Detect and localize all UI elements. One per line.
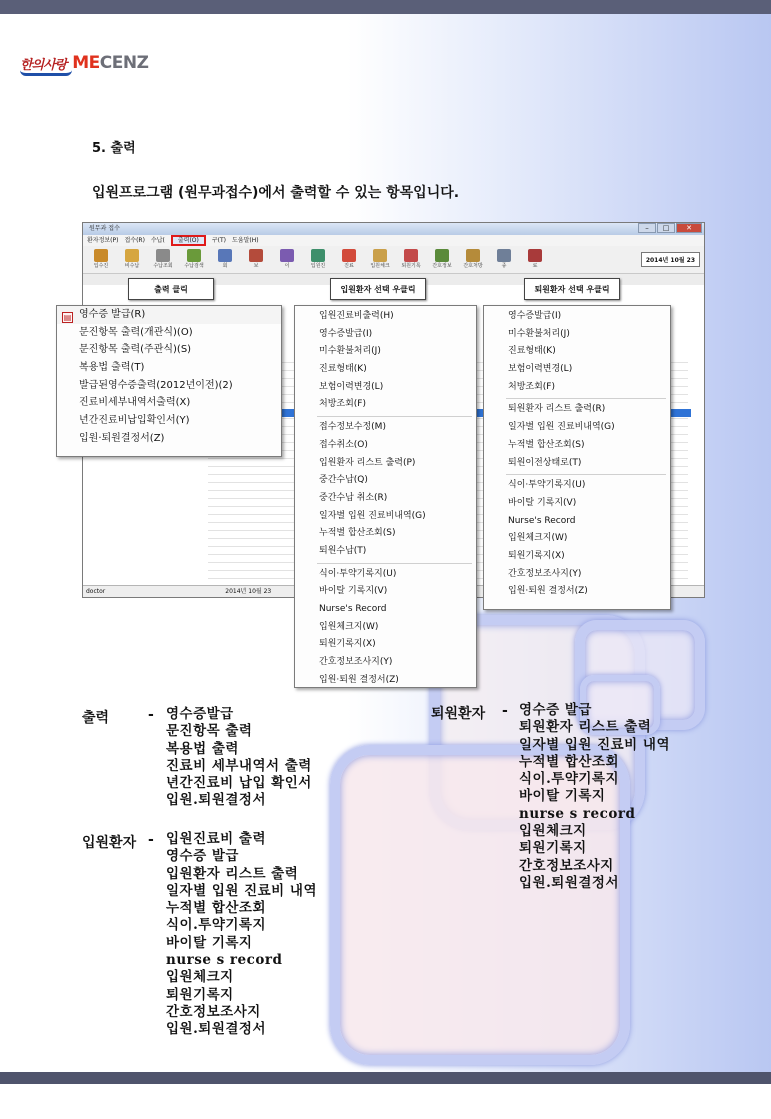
menu-item[interactable]: 중간수납(Q): [319, 475, 368, 486]
discharged-dash: -: [502, 703, 508, 719]
logo-brand: MECENZ: [72, 53, 149, 73]
output-label: 출력: [82, 710, 110, 726]
status-user: doctor: [86, 588, 106, 595]
menu-item[interactable]: 입원체크지(W): [508, 533, 568, 544]
menu-output[interactable]: 출력(O): [171, 235, 206, 246]
app-menubar: [83, 235, 704, 246]
list-item: 입원.퇴원결정서: [519, 874, 619, 891]
menu-item[interactable]: 입원·퇴원 결정서(Z): [319, 674, 399, 685]
list-item: 입원.퇴원결정서: [166, 792, 266, 809]
list-item: 년간진료비 납입 확인서: [166, 775, 312, 792]
menu-item[interactable]: 문진항목 출력(주관식)(S): [79, 344, 192, 356]
menu-item[interactable]: Nurse's Record: [319, 604, 387, 614]
menu-payment[interactable]: 수납(: [150, 237, 165, 244]
menu-item[interactable]: 간호정보조사지(Y): [319, 657, 393, 668]
list-item: nurse s record: [166, 952, 283, 969]
toolbar-button[interactable]: 입수진: [89, 249, 113, 271]
menu-item[interactable]: 입원·퇴원결정서(Z): [79, 432, 165, 444]
toolbar-button[interactable]: 간호처방: [461, 249, 485, 271]
list-item: 간호정보조사지: [166, 1003, 261, 1020]
menu-item[interactable]: 일자별 입원 진료비내역(G): [508, 422, 615, 433]
output-menu: [56, 305, 282, 457]
inpatient-context-menu: [294, 305, 477, 688]
list-item: 바이탈 기록지: [519, 788, 606, 805]
list-item: 입원.퇴원결정서: [166, 1021, 266, 1038]
toolbar-button[interactable]: 간호정보: [430, 249, 454, 271]
menu-item[interactable]: 처방조회(F): [319, 399, 366, 410]
menu-item[interactable]: 퇴원수납(T): [319, 545, 367, 556]
toolbar-button[interactable]: 수납조회: [151, 249, 175, 271]
callout-output-click: 출력 클릭: [128, 278, 214, 300]
inpatient-label: 입원환자: [82, 835, 137, 851]
menu-item[interactable]: 식이·투약기록지(U): [319, 568, 397, 579]
list-item: 입원체크지: [166, 969, 234, 986]
menu-item[interactable]: 영수증 발급(R): [57, 306, 281, 324]
list-item: 영수증 발급: [166, 848, 239, 865]
menu-item[interactable]: 보험이력변경(L): [508, 364, 573, 375]
list-item: 영수증 발급: [519, 702, 592, 718]
menu-item[interactable]: 입원체크지(W): [319, 621, 379, 632]
app-title: 원무과 접수: [89, 225, 120, 232]
menu-item[interactable]: 입원환자 리스트 출력(P): [319, 457, 416, 468]
list-item: 간호정보조사지: [519, 857, 614, 874]
list-item: 영수증발급: [166, 706, 234, 722]
logo: [20, 48, 148, 78]
menu-patient[interactable]: 환자정보(P): [87, 237, 119, 244]
logo-swoosh-icon: [20, 70, 72, 76]
date-display: 2014년 10월 23: [641, 252, 700, 267]
toolbar-button[interactable]: 진료: [337, 249, 361, 271]
menu-item[interactable]: 진료형태(K): [508, 346, 556, 357]
list-item: 누적별 합산조회: [166, 900, 266, 917]
discharged-context-menu: [483, 305, 671, 610]
callout-inpatient: 입원환자 선택 우클릭: [330, 278, 426, 300]
menu-item[interactable]: 바이탈 기록지(V): [319, 586, 388, 597]
top-bar: [0, 0, 771, 14]
app-toolbar: [83, 246, 704, 274]
list-item: 진료비 세부내역서 출력: [166, 757, 312, 774]
toolbar-button[interactable]: 보: [244, 249, 268, 271]
list-item: 일자별 입원 진료비 내역: [166, 882, 318, 899]
toolbar-button[interactable]: 입원체크: [368, 249, 392, 271]
toolbar-button[interactable]: 이: [275, 249, 299, 271]
menu-item[interactable]: 중간수납 취소(R): [319, 492, 388, 503]
discharged-list: [519, 702, 670, 892]
list-item: 입원체크지: [519, 823, 587, 840]
intro-text: 입원프로그램 (원무과접수)에서 출력할 수 있는 항목입니다.: [92, 185, 460, 201]
toolbar-button[interactable]: 종: [492, 249, 516, 271]
menu-item[interactable]: 영수증발급(I): [508, 311, 562, 321]
menu-item[interactable]: 복용법 출력(T): [79, 362, 145, 374]
menu-item[interactable]: 퇴원이전상태로(T): [508, 457, 582, 468]
inpatient-dash: -: [148, 832, 154, 848]
menu-item[interactable]: 발급된영수증출력(2012년이전)(2): [79, 379, 233, 391]
output-dash: -: [148, 707, 154, 723]
menu-item[interactable]: 미수환불처리(J): [508, 328, 570, 339]
inpatient-list: [166, 831, 317, 1039]
discharged-label: 퇴원환자: [431, 706, 486, 722]
menu-item[interactable]: 퇴원환자 리스트 출력(R): [508, 404, 606, 415]
list-item: 퇴원환자 리스트 출력: [519, 719, 652, 736]
menu-item[interactable]: 접수취소(O): [319, 439, 368, 450]
menu-item[interactable]: 진료형태(K): [319, 364, 367, 375]
menu-item[interactable]: 누적별 합산조회(S): [508, 439, 585, 450]
list-item: 입원진료비 출력: [166, 831, 266, 847]
status-date: 2014년 10월 23: [225, 588, 272, 595]
list-item: 식이.투약기록지: [166, 917, 266, 934]
list-item: nurse s record: [519, 805, 636, 822]
menu-reception[interactable]: 접수(R): [124, 237, 145, 244]
menu-item[interactable]: Nurse's Record: [508, 515, 576, 526]
menu-tools[interactable]: 구(T): [211, 237, 227, 244]
callout-discharged: 퇴원환자 선택 우클릭: [524, 278, 620, 300]
menu-item[interactable]: 문진항목 출력(개관식)(O): [79, 326, 193, 338]
menu-item[interactable]: 접수정보수정(M): [319, 422, 386, 433]
menu-item[interactable]: 일자별 입원 진료비내역(G): [319, 510, 426, 521]
menu-item[interactable]: 간호정보조사지(Y): [508, 568, 582, 579]
bottom-bar: [0, 1072, 771, 1084]
list-item: 바이탈 기록지: [166, 934, 253, 951]
section-title: 5. 출력: [92, 141, 136, 156]
receipt-icon: ▤: [63, 313, 72, 322]
close-icon[interactable]: ✕: [676, 223, 702, 233]
list-item: 식이.투약기록지: [519, 771, 619, 788]
list-item: 누적별 합산조회: [519, 753, 619, 770]
menu-item[interactable]: 바이탈 기록지(V): [508, 497, 577, 508]
list-item: 퇴원기록지: [166, 986, 234, 1003]
toolbar-button[interactable]: 퇴원기록: [399, 249, 423, 271]
menu-item[interactable]: 식이·투약기록지(U): [508, 480, 586, 491]
menu-item[interactable]: 퇴원기록지(X): [319, 639, 376, 650]
list-item: 퇴원기록지: [519, 840, 587, 857]
menu-item[interactable]: 영수증발급(I): [319, 328, 373, 339]
list-item: 복용법 출력: [166, 740, 239, 757]
app-titlebar: [83, 223, 704, 235]
menu-item[interactable]: 처방조회(F): [508, 381, 555, 392]
menu-help[interactable]: 도움말(H): [232, 237, 259, 244]
menu-item[interactable]: 입원·퇴원 결정서(Z): [508, 586, 588, 597]
menu-item[interactable]: 미수환불처리(J): [319, 346, 381, 357]
logo-korean: 한의사랑: [20, 57, 67, 73]
output-list: [166, 706, 312, 810]
list-item: 문진항목 출력: [166, 723, 253, 740]
menu-item[interactable]: 입원진료비출력(H): [319, 311, 394, 321]
menu-item[interactable]: 퇴원기록지(X): [508, 550, 565, 561]
toolbar-button[interactable]: 입원진: [306, 249, 330, 271]
menu-item[interactable]: 년간진료비납입확인서(Y): [79, 415, 190, 427]
toolbar-button[interactable]: 료: [523, 249, 547, 271]
toolbar-button[interactable]: 회: [213, 249, 237, 271]
minimize-icon[interactable]: –: [638, 223, 656, 233]
toolbar-button[interactable]: 수납검색: [182, 249, 206, 271]
maximize-icon[interactable]: □: [657, 223, 675, 233]
list-item: 일자별 입원 진료비 내역: [519, 736, 671, 753]
list-item: 입원환자 리스트 출력: [166, 865, 299, 882]
toolbar-button[interactable]: 비수납: [120, 249, 144, 271]
menu-item[interactable]: 보험이력변경(L): [319, 381, 384, 392]
menu-item[interactable]: 누적별 합산조회(S): [319, 528, 396, 539]
menu-item[interactable]: 진료비세부내역서출력(X): [79, 397, 191, 409]
